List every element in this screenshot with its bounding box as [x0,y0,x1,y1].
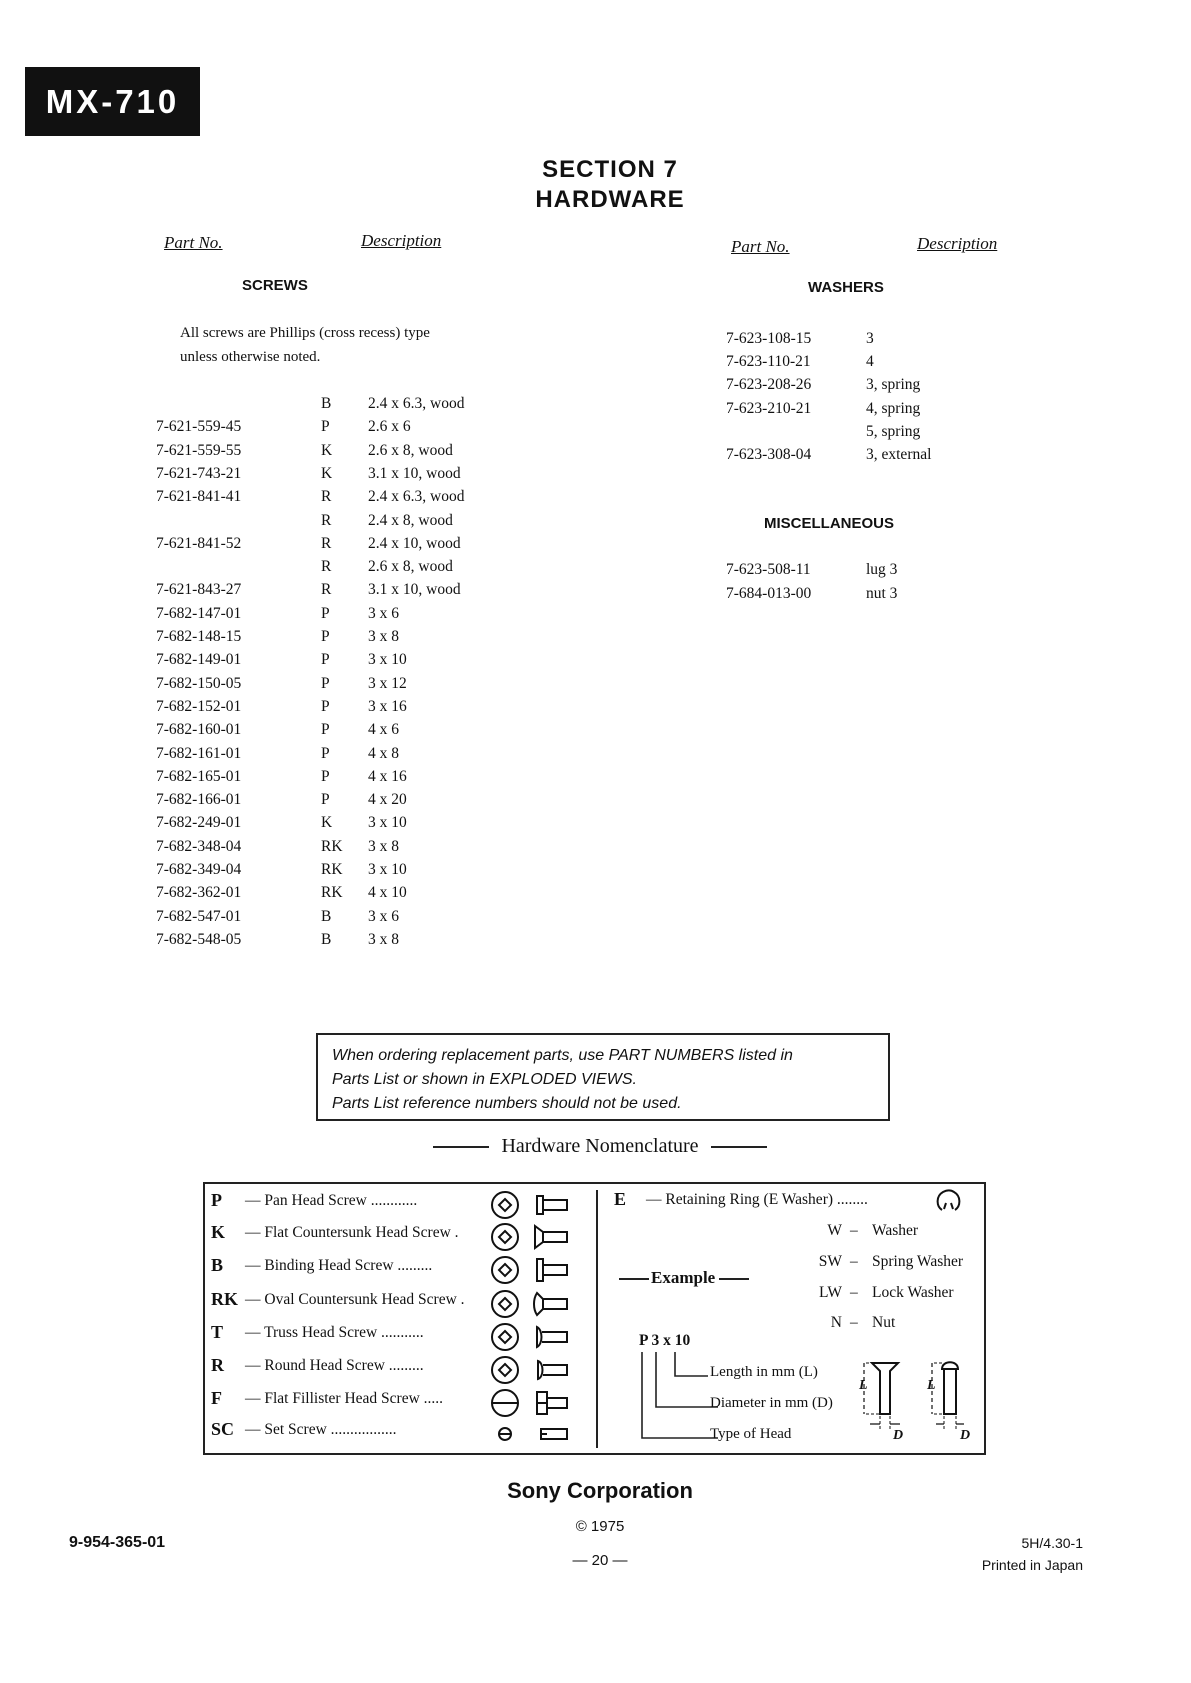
head-type-row [209,1386,581,1416]
notice-line1: When ordering replacement parts, use PART NUMBERS listed in [332,1047,793,1064]
length-label: Length in mm (L) [710,1364,818,1380]
head-type-row [209,1253,581,1283]
part-number: 7-623-508-11 [726,561,811,578]
right-part-no-header: Part No. [731,237,790,256]
table-row [156,884,486,907]
head-code: SC [211,1419,235,1439]
table-row [726,376,986,399]
retaining-label: — Retaining Ring (E Washer) ........ [646,1191,868,1208]
washer-type-row [812,1314,982,1336]
example-bracket-lines [640,1350,720,1442]
type-of-head-label: Type of Head [710,1426,792,1442]
part-number: 7-684-013-00 [726,584,812,602]
washer-type-row [812,1253,982,1275]
head-type-row [209,1353,581,1383]
company-name: Sony Corporation [507,1478,693,1503]
washer-label: Nut [872,1314,896,1331]
l-mark-1: L [859,1378,868,1393]
table-row [156,838,486,861]
washer-dash: – [850,1284,858,1301]
head-type-row [209,1417,581,1447]
head-type: P [321,744,330,762]
head-type: P [321,604,330,622]
screw-head-icon [489,1388,579,1418]
description: nut 3 [866,584,898,602]
description: 4, spring [866,399,921,417]
description: 5, spring [866,422,921,440]
description: 4 x 16 [368,767,407,785]
description: 4 x 6 [368,721,399,739]
part-number: 7-682-148-15 [156,628,242,645]
screw-head-icon [489,1190,579,1220]
table-row [726,585,986,608]
description: 2.4 x 6.3, wood [368,488,465,506]
description: 3 x 16 [368,697,407,715]
printed-in: Printed in Japan [981,1557,1083,1573]
head-type: R [321,534,332,552]
table-row [156,908,486,931]
table-row [156,395,486,418]
misc-title: MISCELLANEOUS [764,515,895,532]
screw-head-icon [489,1355,579,1385]
head-type: B [321,930,332,948]
doc-number: 9-954-365-01 [69,1534,166,1551]
description: 3 x 10 [368,861,407,878]
l-mark-2: L [927,1378,936,1393]
part-number: 7-623-110-21 [726,353,811,371]
head-type: P [321,651,330,669]
description: 4 x 20 [368,791,407,809]
table-row [156,651,486,674]
table-row [156,488,486,511]
washer-label: Washer [872,1222,919,1239]
head-label: — Oval Countersunk Head Screw . [245,1291,465,1308]
description: 3 x 10 [368,814,407,832]
screws-title: SCREWS [242,277,308,294]
table-row [156,535,486,558]
d-mark-2: D [960,1428,971,1443]
screw-dimension-diagram [852,1358,972,1438]
head-type: B [321,395,332,412]
table-row [156,814,486,837]
table-row [726,561,986,584]
description: 3 x 6 [368,604,399,622]
washer-dash: – [850,1253,858,1270]
part-number: 7-682-152-01 [156,697,242,715]
description: 3 x 12 [368,674,407,692]
copyright: © 1975 [575,1518,625,1535]
table-row [156,558,486,581]
part-number: 7-682-548-05 [156,930,242,948]
table-row [156,465,486,488]
head-label: — Binding Head Screw ......... [245,1257,433,1274]
table-row [156,931,486,954]
table-row [726,446,986,469]
left-description-header: Description [361,231,442,250]
ordering-notice [316,1033,890,1121]
head-type-row [209,1320,581,1350]
part-number: 7-682-348-04 [156,837,242,855]
head-type: P [321,721,330,739]
part-number: 7-621-843-27 [156,581,242,599]
retaining-code: E [614,1189,627,1209]
e-washer-icon [933,1188,963,1214]
head-type: P [321,697,330,715]
table-row [156,512,486,535]
head-type: K [321,441,333,459]
table-row [726,353,986,376]
table-row [156,605,486,628]
part-number: 7-621-559-55 [156,441,242,459]
washer-type-row [812,1222,982,1244]
nomenclature-title-text: Hardware Nomenclature [501,1135,699,1157]
part-number: 7-621-841-52 [156,534,242,552]
model-label: MX-710 [25,67,200,136]
section-number: SECTION 7 [542,156,678,183]
head-type: R [321,488,332,506]
part-number: 7-623-308-04 [726,446,812,463]
table-row [156,675,486,698]
head-label: — Flat Fillister Head Screw ..... [245,1390,444,1407]
description: 4 x 8 [368,744,399,762]
screw-head-icon [489,1419,579,1449]
part-number: 7-682-147-01 [156,604,242,622]
screw-head-icon [489,1255,579,1285]
section-title: HARDWARE [535,186,685,213]
head-code: R [211,1355,224,1375]
part-number: 7-682-160-01 [156,721,242,739]
washer-code: W [827,1222,842,1239]
screw-head-icon [489,1222,579,1252]
part-number: 7-621-841-41 [156,488,242,506]
part-number: 7-682-547-01 [156,907,242,925]
table-row [156,745,486,768]
page-number: — 20 — [572,1552,628,1569]
description: 4 [866,353,874,371]
example-label: Example [651,1268,716,1287]
description: 2.4 x 6.3, wood [368,395,465,412]
head-code: K [211,1222,226,1242]
head-type: P [321,628,330,645]
head-type: B [321,907,332,925]
description: 2.6 x 8, wood [368,441,453,459]
description: 2.4 x 8, wood [368,511,453,529]
head-type-row [209,1287,581,1317]
description: 3 x 6 [368,907,399,925]
head-label: — Truss Head Screw ........... [245,1324,424,1341]
part-number: 7-682-161-01 [156,744,242,762]
head-type: RK [321,861,343,878]
description: 3.1 x 10, wood [368,464,461,482]
washer-code: SW [818,1253,842,1270]
washer-code: LW [819,1284,842,1301]
head-type: P [321,791,330,809]
table-row [156,581,486,604]
head-type: P [321,767,330,785]
table-row [156,768,486,791]
print-code: 5H/4.30-1 [1021,1535,1083,1551]
example-code: P 3 x 10 [639,1332,691,1349]
part-number: 7-682-149-01 [156,651,242,669]
table-row [726,400,986,423]
nomenclature-divider [596,1190,598,1448]
description: 3.1 x 10, wood [368,581,461,599]
description: 3, spring [866,376,921,394]
washers-title: WASHERS [808,279,884,296]
part-number: 7-682-166-01 [156,791,242,809]
head-type: R [321,511,332,529]
part-number: 7-623-208-26 [726,376,812,394]
description: 3 x 8 [368,628,399,645]
head-label: — Set Screw ................. [245,1421,397,1438]
screws-note-line2: unless otherwise noted. [180,349,321,365]
notice-line2: Parts List or shown in EXPLODED VIEWS. [332,1071,637,1088]
table-row [156,721,486,744]
table-row [726,423,986,446]
washer-label: Lock Washer [872,1284,954,1301]
head-code: RK [211,1289,238,1309]
head-code: T [211,1322,224,1342]
description: 2.6 x 6 [368,418,411,436]
part-number: 7-682-165-01 [156,767,242,785]
head-type: RK [321,837,343,855]
head-code: F [211,1388,222,1408]
screw-head-icon [489,1322,579,1352]
washer-type-row [812,1284,982,1306]
part-number: 7-682-362-01 [156,884,242,902]
part-number: 7-682-150-05 [156,674,242,692]
washer-dash: – [850,1222,858,1239]
right-description-header: Description [917,234,998,253]
part-number: 7-682-349-04 [156,861,242,878]
head-label: — Round Head Screw ......... [245,1357,424,1374]
part-number: 7-621-743-21 [156,464,242,482]
table-row [726,330,986,353]
head-type: P [321,418,330,436]
table-row [156,628,486,651]
part-number: 7-623-210-21 [726,399,812,417]
screw-head-icon [489,1289,579,1319]
description: 3 [866,330,874,347]
head-type: K [321,464,333,482]
head-code: P [211,1190,222,1210]
description: 3 x 8 [368,837,399,855]
head-type: R [321,558,332,576]
head-type: K [321,814,333,832]
example-block [619,1268,749,1288]
table-row [156,791,486,814]
description: 2.6 x 8, wood [368,558,453,576]
description: 3 x 8 [368,930,399,948]
part-number: 7-623-108-15 [726,330,812,347]
table-row [156,698,486,721]
washer-dash: – [850,1314,858,1331]
head-type-row [209,1188,581,1218]
table-row [156,418,486,441]
description: 3 x 10 [368,651,407,669]
description: lug 3 [866,561,898,578]
table-row [156,861,486,884]
description: 3, external [866,446,932,463]
notice-line3: Parts List reference numbers should not be used. [332,1095,682,1112]
head-label: — Flat Countersunk Head Screw . [245,1224,459,1241]
part-number: 7-682-249-01 [156,814,242,832]
d-mark-1: D [893,1428,904,1443]
head-type: R [321,581,332,599]
description: 4 x 10 [368,884,407,902]
screws-note-line1: All screws are Phillips (cross recess) type [180,325,430,341]
head-type-row [209,1220,581,1250]
head-type: P [321,674,330,692]
table-row [156,442,486,465]
description: 2.4 x 10, wood [368,534,461,552]
washer-label: Spring Washer [872,1253,964,1270]
head-type: RK [321,884,343,902]
head-label: — Pan Head Screw ............ [245,1192,418,1209]
part-number: 7-621-559-45 [156,418,242,436]
washer-code: N [830,1314,842,1331]
head-code: B [211,1255,224,1275]
left-part-no-header: Part No. [164,233,223,252]
diameter-label: Diameter in mm (D) [710,1395,833,1411]
nomenclature-title [380,1135,820,1158]
